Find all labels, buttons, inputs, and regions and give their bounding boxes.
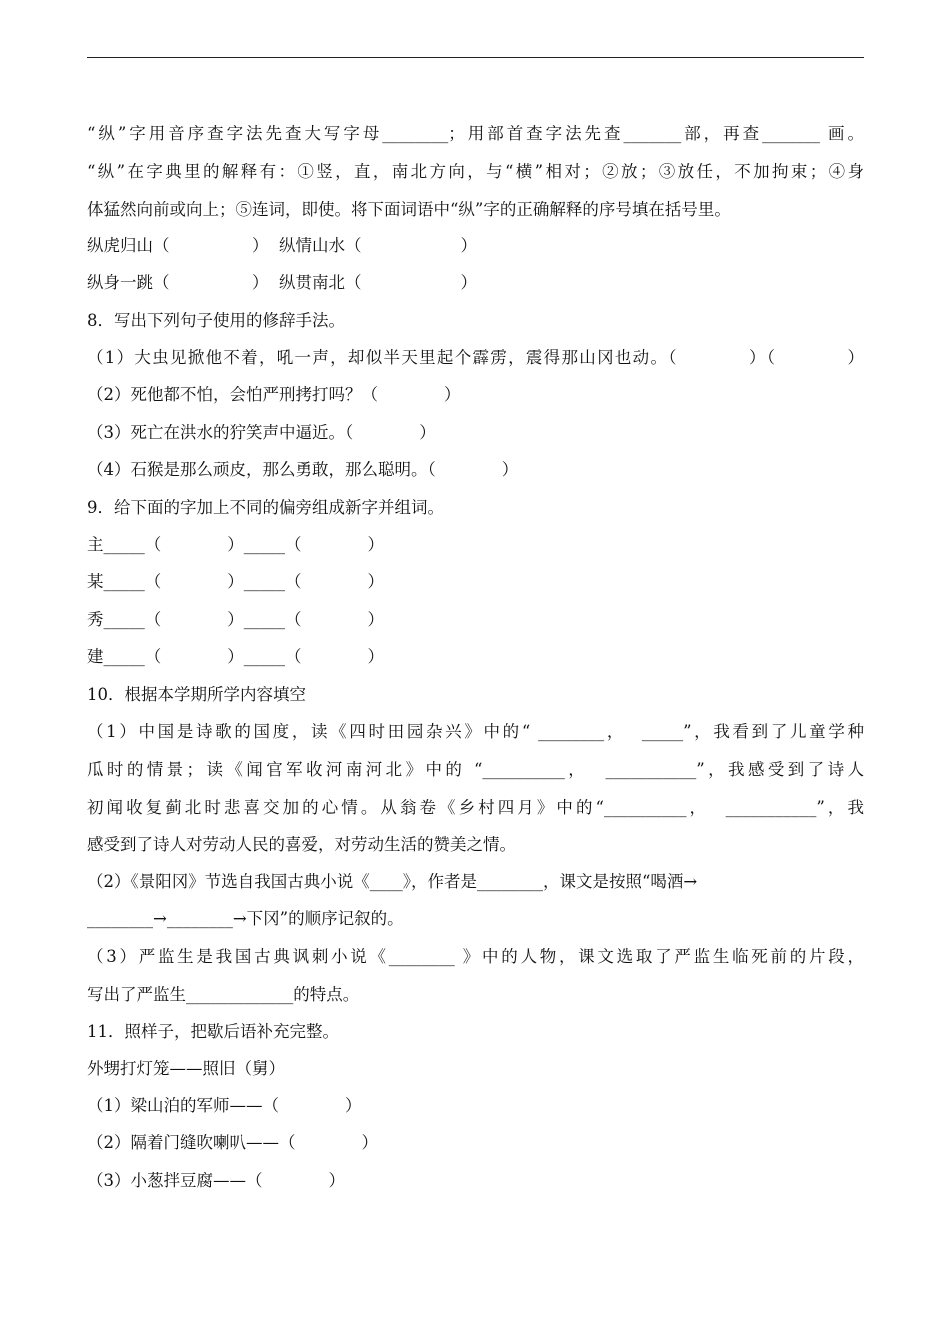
q11-item-2: （2）隔着门缝吹喇叭——（ ）: [87, 1133, 378, 1152]
q11-item-3: （3）小葱拌豆腐——（ ）: [87, 1171, 345, 1190]
q9-row-mou: 某_____（ ）_____（ ）: [87, 572, 384, 591]
q7-text-line-2: “纵”在字典里的解释有：①竖，直，南北方向，与“横”相对；②放；③放任，不加拘束；④身: [87, 162, 864, 181]
q7-word-row-2: 纵身一跳（ ） 纵贯南北（ ）: [87, 273, 477, 292]
q8-heading: 8．写出下列句子使用的修辞手法。: [87, 311, 345, 330]
q11-item-1: （1）梁山泊的军师——（ ）: [87, 1096, 362, 1115]
q7-text-line-3: 体猛然向前或向上；⑤连词，即使。将下面词语中“纵”字的正确解释的序号填在括号里。: [87, 200, 731, 219]
q11-heading: 11．照样子，把歇后语补充完整。: [87, 1022, 339, 1041]
q7-text-line-1: “纵”字用音序查字法先查大写字母________；用部首查字法先查_______部，再查_______ 画。: [87, 124, 864, 143]
q10-part3-line-2: 写出了严监生_____________的特点。: [87, 985, 360, 1004]
q9-row-xiu: 秀_____（ ）_____（ ）: [87, 610, 384, 629]
q8-item-1: （1）大虫见掀他不着，吼一声，却似半天里起个霹雳，震得那山冈也动。（ ）（ ）: [87, 348, 864, 367]
q8-item-4: （4）石猴是那么顽皮，那么勇敢，那么聪明。（ ）: [87, 460, 519, 479]
q9-row-jian: 建_____（ ）_____（ ）: [87, 647, 384, 666]
q8-item-2: （2）死他都不怕，会怕严刑拷打吗？（ ）: [87, 385, 461, 404]
q8-item-3: （3）死亡在洪水的狞笑声中逼近。（ ）: [87, 423, 436, 442]
q10-heading: 10．根据本学期所学内容填空: [87, 685, 306, 704]
header-rule: [87, 57, 864, 58]
q9-heading: 9．给下面的字加上不同的偏旁组成新字并组词。: [87, 498, 444, 517]
q10-part2-line-1: （2）《景阳冈》节选自我国古典小说《____》，作者是________，课文是按照“喝酒→: [87, 872, 698, 891]
q9-row-zhu: 主_____（ ）_____（ ）: [87, 535, 384, 554]
q10-part1-line-3: 初闻收复蓟北时悲喜交加的心情。从翁卷《乡村四月》中的“__________， ___________”，我: [87, 798, 864, 817]
q10-part1-line-1: （1）中国是诗歌的国度，读《四时田园杂兴》中的“ ________， _____”，我看到了儿童学种: [87, 722, 864, 741]
q10-part2-line-2: ________→________→下冈”的顺序记叙的。: [87, 909, 404, 928]
q7-word-row-1: 纵虎归山（ ） 纵情山水（ ）: [87, 236, 477, 255]
q10-part1-line-4: 感受到了诗人对劳动人民的喜爱，对劳动生活的赞美之情。: [87, 835, 516, 854]
q10-part1-line-2: 瓜时的情景；读《闻官军收河南河北》中的 “__________， ___________”，我感受到了诗人: [87, 760, 864, 779]
q10-part3-line-1: （3）严监生是我国古典讽刺小说《________ 》中的人物，课文选取了严监生临死前的片段，: [87, 947, 864, 966]
q11-example: 外甥打灯笼——照旧（舅）: [87, 1059, 285, 1078]
